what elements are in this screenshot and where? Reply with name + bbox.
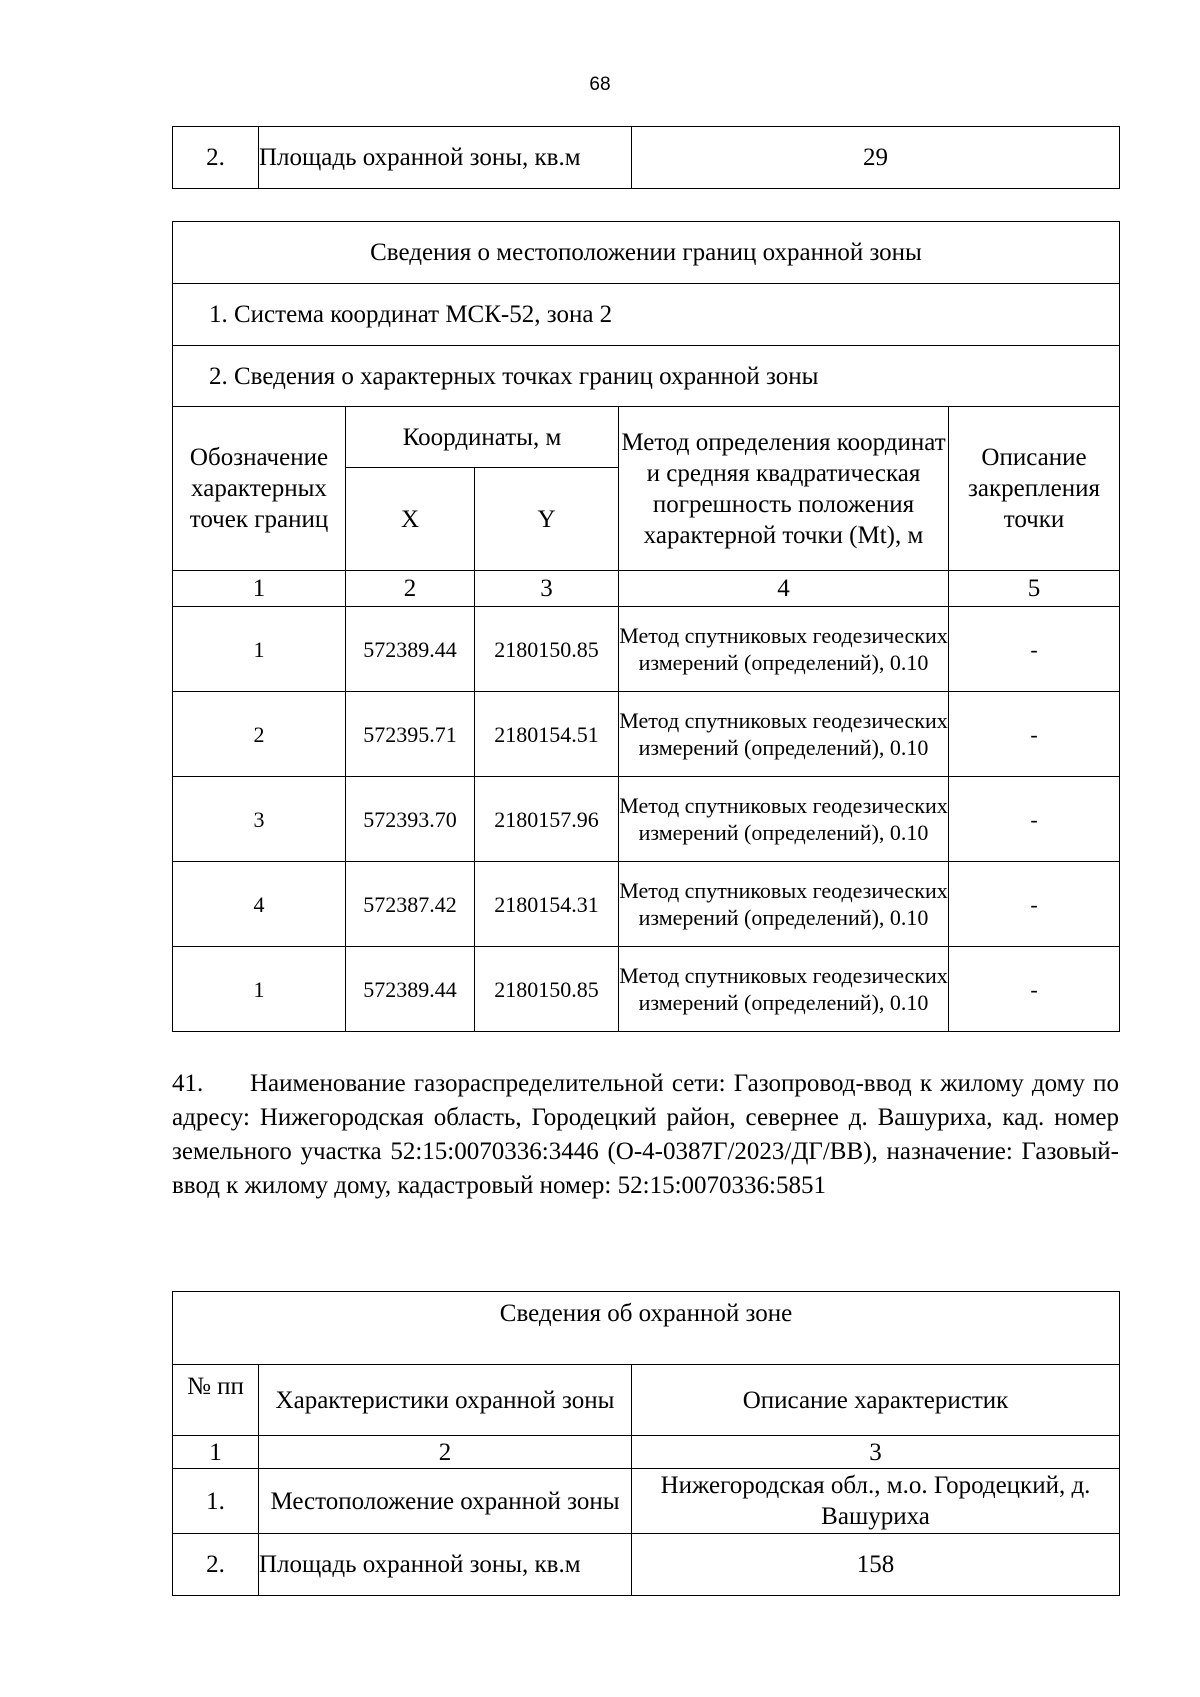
section-number: 41. (172, 1070, 204, 1097)
col-number: 2 (259, 1436, 632, 1469)
point-id: 4 (173, 862, 346, 947)
point-id: 1 (173, 607, 346, 692)
row-label: Площадь охранной зоны, кв.м (259, 1534, 632, 1596)
header-description: Описание характеристик (632, 1365, 1120, 1436)
point-x: 572395.71 (346, 692, 475, 777)
section-text: Наименование газораспределительной сети: Газопровод-ввод к жилому дому по адресу: Нижегородская область, Городецкий район, севернее д. Вашуриха, кад. номер земельного участка 52:15:0070336:3446 (О-4-0387Г/2023/ДГ/ВВ), назначение: Газовый-ввод к жилому дому, кадастровый номер: 52:15:0070336:5851 (172, 1070, 1119, 1199)
point-id: 3 (173, 777, 346, 862)
point-description: - (949, 607, 1120, 692)
row-label: Местоположение охранной зоны (259, 1469, 632, 1534)
table-title: Сведения о местоположении границ охранной зоны (173, 222, 1120, 284)
table-row (173, 692, 1120, 777)
point-description: - (949, 947, 1120, 1032)
point-y: 2180150.85 (475, 607, 619, 692)
table-row (173, 947, 1120, 1032)
point-description: - (949, 862, 1120, 947)
table-title: Сведения об охранной зоне (173, 1292, 1120, 1365)
protection-zone-info-table (172, 1291, 1120, 1596)
boundary-coordinates-table (172, 221, 1120, 1032)
table-row (173, 1534, 1120, 1596)
page-number: 68 (589, 74, 611, 95)
col-number: 5 (949, 571, 1120, 607)
header-x: X (346, 468, 475, 571)
point-id: 2 (173, 692, 346, 777)
row-number: 2. (173, 127, 259, 189)
point-description: - (949, 777, 1120, 862)
point-x: 572389.44 (346, 607, 475, 692)
table-row (173, 607, 1120, 692)
point-method: Метод спутниковых геодезических измерений (определений), 0.10 (619, 862, 949, 947)
header-num: № пп (173, 1365, 259, 1436)
point-x: 572387.42 (346, 862, 475, 947)
section-paragraph (172, 1067, 1119, 1203)
row-value: Нижегородская обл., м.о. Городецкий, д. Вашуриха (632, 1469, 1120, 1534)
col-number: 1 (173, 1436, 259, 1469)
point-method: Метод спутниковых геодезических измерений (определений), 0.10 (619, 607, 949, 692)
point-method: Метод спутниковых геодезических измерений (определений), 0.10 (619, 692, 949, 777)
point-description: - (949, 692, 1120, 777)
header-designation: Обозначение характерных точек границ (173, 407, 346, 571)
table-row (173, 127, 1120, 189)
row-number: 1. (173, 1469, 259, 1534)
point-y: 2180154.51 (475, 692, 619, 777)
col-number: 4 (619, 571, 949, 607)
col-number: 3 (632, 1436, 1120, 1469)
table-row (173, 1469, 1120, 1534)
point-method: Метод спутниковых геодезических измерений (определений), 0.10 (619, 947, 949, 1032)
table-row (173, 777, 1120, 862)
row-label: Площадь охранной зоны, кв.м (259, 127, 632, 189)
col-number: 2 (346, 571, 475, 607)
point-x: 572393.70 (346, 777, 475, 862)
col-number: 3 (475, 571, 619, 607)
point-y: 2180154.31 (475, 862, 619, 947)
row-value: 29 (632, 127, 1120, 189)
col-number: 1 (173, 571, 346, 607)
header-y: Y (475, 468, 619, 571)
point-y: 2180157.96 (475, 777, 619, 862)
coordinate-system: 1. Система координат МСК-52, зона 2 (173, 284, 1120, 346)
table-row (173, 862, 1120, 947)
point-id: 1 (173, 947, 346, 1032)
header-method: Метод определения координат и средняя квадратическая погрешность положения характерной точки (Mt), м (619, 407, 949, 571)
point-y: 2180150.85 (475, 947, 619, 1032)
points-title: 2. Сведения о характерных точках границ охранной зоны (173, 346, 1120, 407)
row-value: 158 (632, 1534, 1120, 1596)
top-area-table (172, 126, 1120, 189)
row-number: 2. (173, 1534, 259, 1596)
point-x: 572389.44 (346, 947, 475, 1032)
header-characteristic: Характеристики охранной зоны (259, 1365, 632, 1436)
header-coordinates: Координаты, м (346, 407, 619, 468)
header-description: Описание закрепления точки (949, 407, 1120, 571)
point-method: Метод спутниковых геодезических измерений (определений), 0.10 (619, 777, 949, 862)
